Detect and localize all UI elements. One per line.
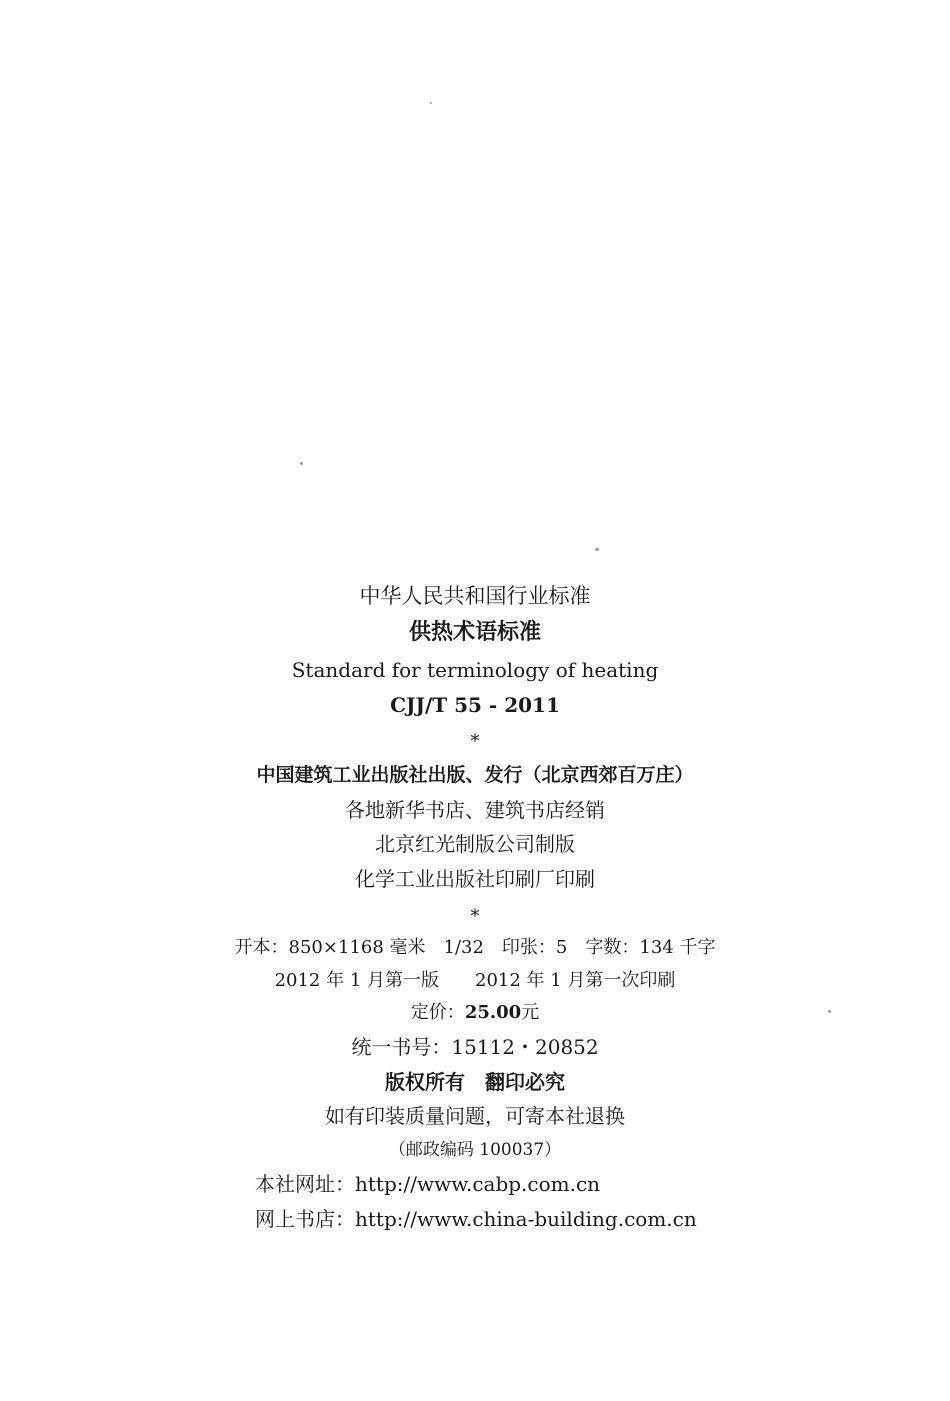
copyright-notice: 版权所有 翻印必究 bbox=[385, 1070, 565, 1094]
distribution-line: 各地新华书店、建筑书店经销 bbox=[345, 798, 605, 822]
title-chinese: 供热术语标准 bbox=[408, 620, 541, 645]
printing-line: 化学工业出版社印刷厂印刷 bbox=[355, 867, 595, 891]
postal-code: （邮政编码 100037） bbox=[388, 1140, 562, 1160]
price-label: 定价： bbox=[410, 1002, 465, 1023]
scan-speck bbox=[430, 102, 432, 104]
return-notice: 如有印装质量问题，可寄本社退换 bbox=[325, 1104, 625, 1128]
price-unit: 元 bbox=[521, 1002, 540, 1023]
edition-line: 2012 年 1 月第一版 2012 年 1 月第一次印刷 bbox=[274, 970, 676, 991]
price-value: 25.00 bbox=[464, 1002, 522, 1023]
bookstore-line bbox=[255, 1207, 697, 1231]
title-english: Standard for terminology of heating bbox=[291, 658, 659, 682]
scan-speck bbox=[300, 462, 303, 465]
unified-book-number: 统一书号：15112・20852 bbox=[351, 1035, 599, 1059]
separator-star: * bbox=[470, 906, 480, 927]
series-title: 中华人民共和国行业标准 bbox=[359, 584, 591, 608]
standard-code: CJJ/T 55 - 2011 bbox=[390, 693, 560, 717]
format-line: 开本：850×1168 毫米 1/32 印张：5 字数：134 千字 bbox=[234, 937, 716, 958]
bookstore-label: 网上书店： bbox=[255, 1207, 355, 1231]
price-line bbox=[0, 1002, 950, 1024]
platemaking-line: 北京红光制版公司制版 bbox=[375, 832, 575, 856]
bookstore-url[interactable]: http://www.china-building.com.cn bbox=[355, 1207, 697, 1231]
separator-star: * bbox=[470, 731, 480, 752]
website-url[interactable]: http://www.cabp.com.cn bbox=[355, 1172, 601, 1196]
scan-speck bbox=[595, 548, 599, 551]
website-line bbox=[255, 1172, 600, 1196]
publisher-line: 中国建筑工业出版社出版、发行（北京西郊百万庄） bbox=[256, 764, 694, 786]
website-label: 本社网址： bbox=[255, 1172, 355, 1196]
